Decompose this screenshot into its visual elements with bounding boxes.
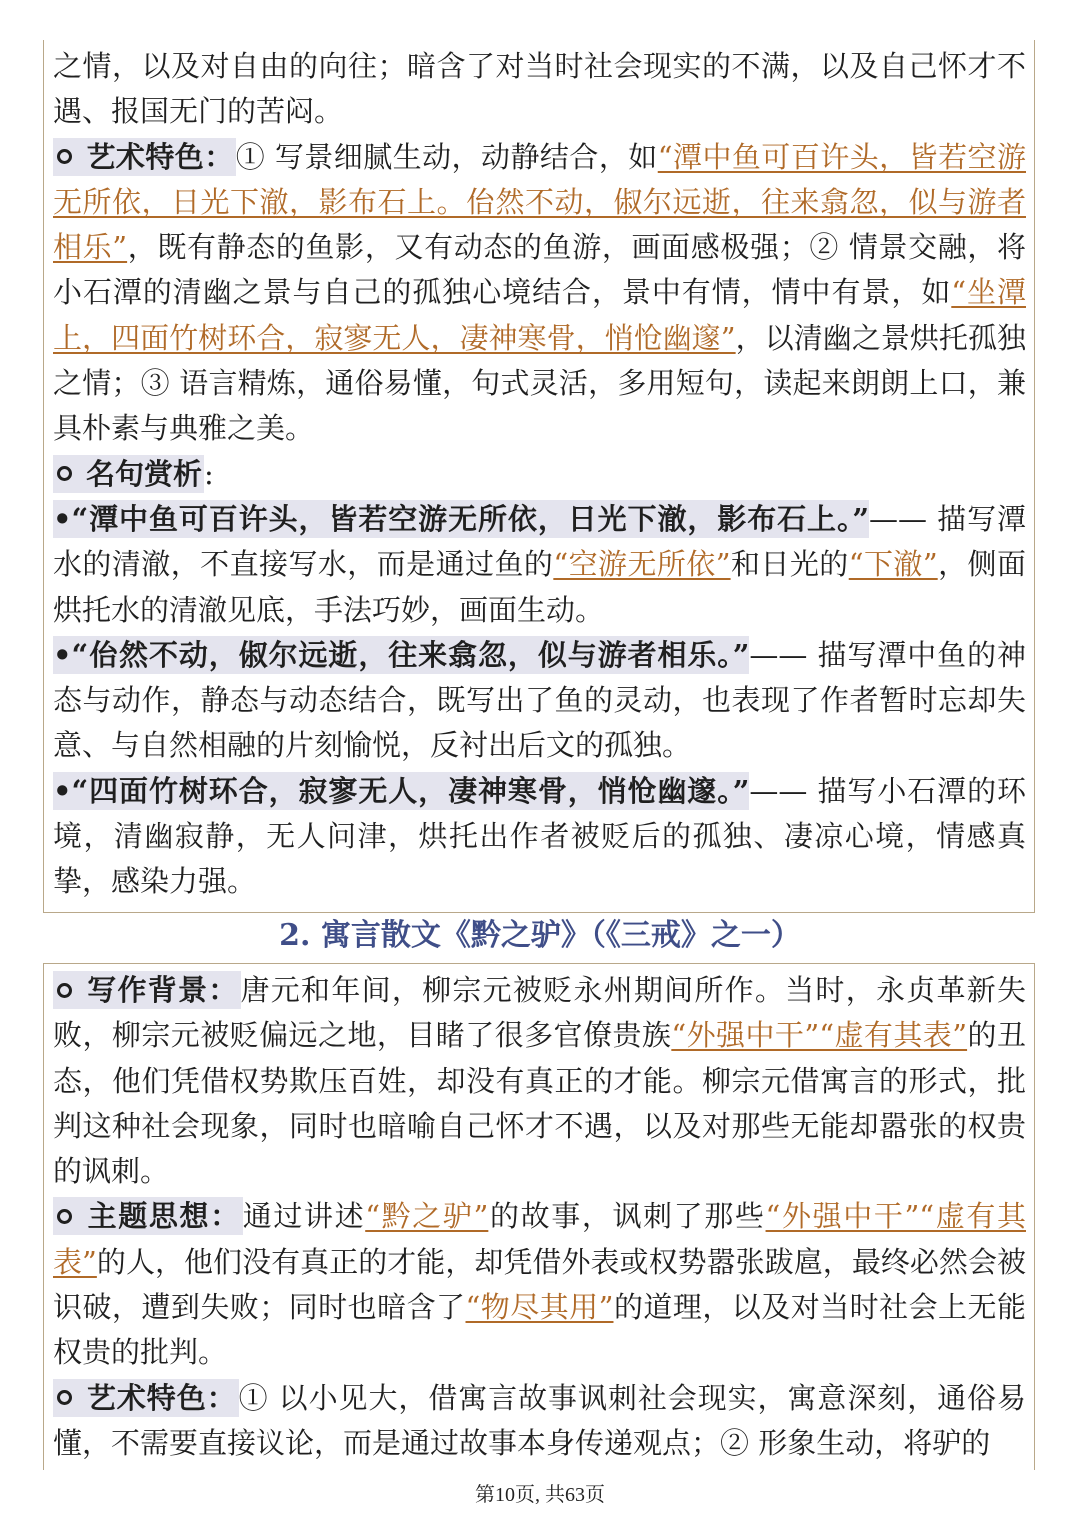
bullet-circle-icon bbox=[57, 1209, 72, 1224]
paragraph-famous-lines: 名句赏析: bbox=[53, 452, 1026, 497]
bullet-circle-icon bbox=[57, 983, 72, 998]
bullet-circle-icon bbox=[57, 466, 72, 481]
section-heading: 2. 寓言散文《黔之驴》（《三戒》之一） bbox=[279, 918, 801, 953]
section-tag-art: 艺术特色： bbox=[53, 138, 236, 176]
text: 通过讲述 bbox=[242, 1199, 366, 1234]
highlight-quote: “坐潭上，四面竹树环合，寂寥无人，凄神寒骨，悄怆幽邃” bbox=[53, 275, 1026, 355]
section-tag-background: 写作背景： bbox=[53, 971, 241, 1009]
text: ，既有静态的鱼影，又有动态的鱼游，画面感极强；② 情景交融，将小石潭的清幽之景与自己的孤独心境结合，景中有情，情中有景，如 bbox=[53, 230, 1026, 310]
text: 的道理，以及对当时社会上无能权贵的批判。 bbox=[53, 1290, 1026, 1370]
paragraph-art-features bbox=[53, 135, 1026, 452]
text: ，侧面烘托水的清澈见底，手法巧妙，画面生动。 bbox=[53, 547, 1026, 627]
text: 的丑态，他们凭借权势欺压百姓，却没有真正的才能。柳宗元借寓言的形式，批判这种社会现象，同时也暗喻自己怀才不遇，以及对那些无能却嚣张的权贵的讽刺。 bbox=[53, 1018, 1026, 1189]
paragraph-art-features-2 bbox=[53, 1376, 1026, 1467]
highlight-quote: “下澈” bbox=[848, 547, 938, 582]
highlight-quote: “外强中干”“虚有其表” bbox=[671, 1018, 968, 1053]
text: —— 描写潭中鱼的神态与动作，静态与动态结合，既写出了鱼的灵动，也表现了作者暂时忘却失意、与自然相融的片刻愉悦，反衬出后文的孤独。 bbox=[53, 637, 1026, 763]
highlight-quote: “黔之驴” bbox=[365, 1199, 489, 1234]
paragraph-background bbox=[53, 968, 1026, 1194]
text: 的故事，讽刺了那些 bbox=[488, 1199, 766, 1234]
paragraph-theme bbox=[53, 1194, 1026, 1375]
highlight-quote: “外强中干”“虚有其表” bbox=[53, 1199, 1026, 1279]
famous-line-3 bbox=[53, 769, 1026, 905]
highlight-quote: “潭中鱼可百许头，皆若空游无所依，日光下澈，影布石上。佁然不动，俶尔远逝，往来翕忽，似与游者相乐” bbox=[53, 139, 1026, 265]
quote-text: •“潭中鱼可百许头，皆若空游无所依，日光下澈，影布石上。” bbox=[53, 501, 870, 536]
paragraph-theme-end bbox=[53, 44, 1026, 135]
quote-text: •“四面竹树环合，寂寥无人，凄神寒骨，悄怆幽邃。” bbox=[53, 773, 750, 808]
content-box-bottom bbox=[43, 963, 1035, 1470]
highlight-quote: “物尽其用” bbox=[465, 1290, 614, 1325]
page-number: 第10页, 共63页 bbox=[475, 1484, 605, 1506]
content-box-top bbox=[43, 40, 1035, 913]
text: 唐元和年间，柳宗元被贬永州期间所作。当时，永贞革新失败，柳宗元被贬偏远之地，目睹了很多官僚贵族 bbox=[53, 973, 1026, 1053]
quote-text: •“佁然不动，俶尔远逝，往来翕忽，似与游者相乐。” bbox=[53, 637, 750, 672]
text: —— 描写小石潭的环境，清幽寂静，无人问津，烘托出作者被贬后的孤独、凄凉心境，情感真挚，感染力强。 bbox=[53, 773, 1026, 899]
text: ① 写景细腻生动，动静结合，如 bbox=[235, 139, 658, 174]
highlight-quote: “空游无所依” bbox=[553, 547, 731, 582]
text: 和日光的 bbox=[730, 547, 849, 582]
famous-line-2 bbox=[53, 633, 1026, 769]
section-tag-theme: 主题思想： bbox=[53, 1197, 243, 1235]
famous-line-1 bbox=[53, 497, 1026, 633]
section-tag-famous-lines: 名句赏析 bbox=[53, 455, 204, 493]
bullet-circle-icon bbox=[57, 149, 72, 164]
bullet-circle-icon bbox=[57, 1390, 72, 1405]
text: ① 以小见大，借寓言故事讽刺社会现实，寓意深刻，通俗易懂，不需要直接议论，而是通过故事本身传递观点；② 形象生动，将驴的 bbox=[53, 1380, 1026, 1460]
section-tag-art-2: 艺术特色： bbox=[53, 1379, 239, 1417]
text: ，以清幽之景烘托孤独之情；③ 语言精炼，通俗易懂，句式灵活，多用短句，读起来朗朗上口，兼具朴素与典雅之美。 bbox=[53, 320, 1026, 446]
text: 之情，以及对自由的向往；暗含了对当时社会现实的不满，以及自己怀才不遇、报国无门的苦闷。 bbox=[53, 49, 1026, 129]
text: —— 描写潭水的清澈，不直接写水，而是通过鱼的 bbox=[53, 501, 1027, 582]
text: 的人，他们没有真正的才能，却凭借外表或权势嚣张跋扈，最终必然会被识破，遭到失败；同时也暗含了 bbox=[53, 1244, 1026, 1325]
